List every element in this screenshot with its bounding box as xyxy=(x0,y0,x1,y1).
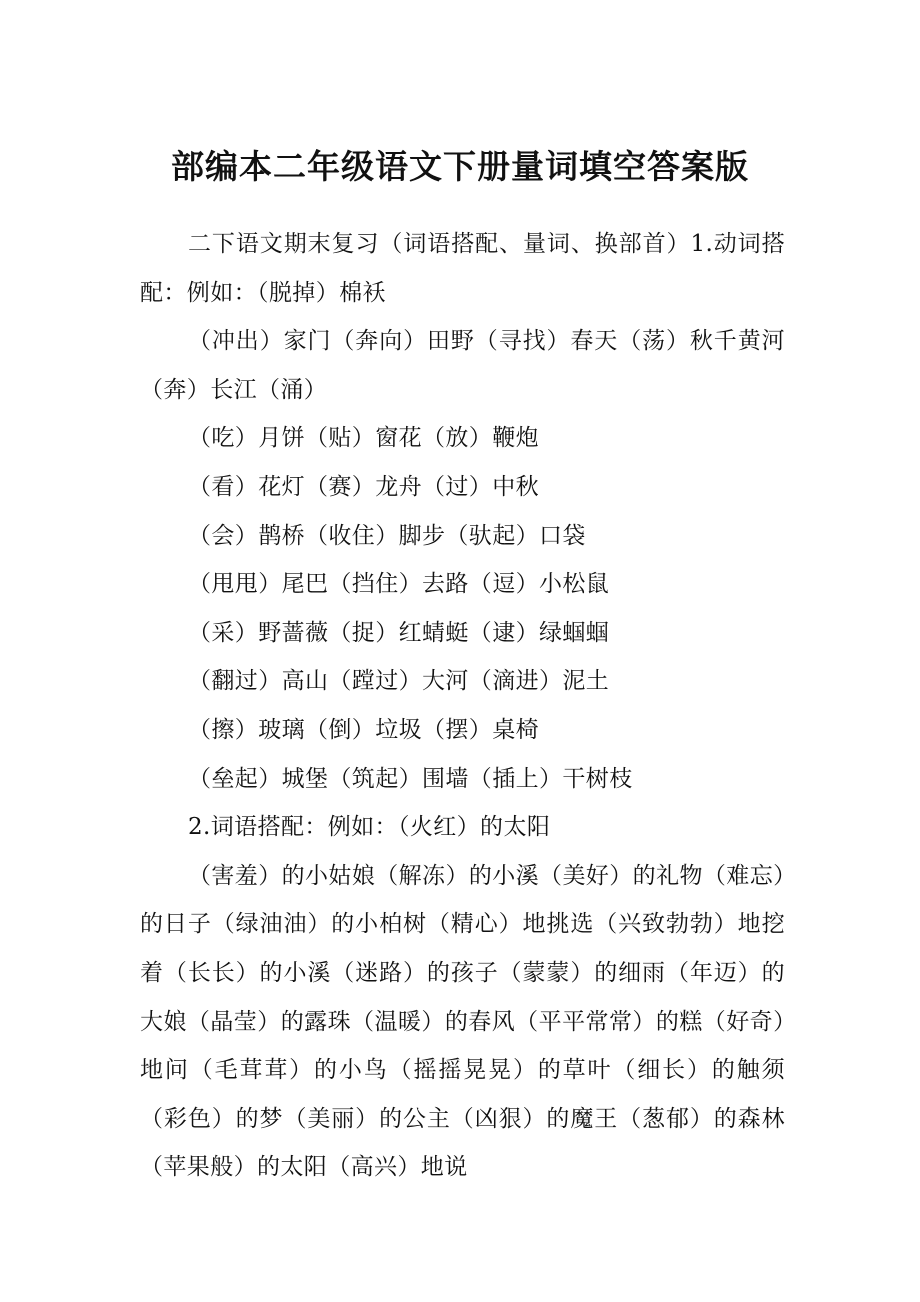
paragraph-verb-pairs-5: （甩甩）尾巴（挡住）去路（逗）小松鼠 xyxy=(188,571,610,598)
paragraph-section-2-heading: 2.词语搭配：例如：（火红）的太阳 xyxy=(188,814,551,841)
paragraph-verb-pairs-9: （垒起）城堡（筑起）围墙（插上）干树枝 xyxy=(188,765,633,792)
paragraph-verb-pairs-7: （翻过）高山（蹚过）大河（滴进）泥土 xyxy=(188,668,610,695)
paragraph-verb-pairs-1: （冲出）家门（奔向）田野（寻找）春天（荡）秋千黄河（奔）长江（涌） xyxy=(140,328,785,403)
paragraph-verb-pairs-3: （看）花灯（赛）龙舟（过）中秋 xyxy=(188,473,539,500)
paragraph-verb-pairs-4: （会）鹊桥（收住）脚步（驮起）口袋 xyxy=(188,522,586,549)
document-body xyxy=(140,220,785,1192)
page-title: 部编本二年级语文下册量词填空答案版 xyxy=(171,147,749,186)
paragraph-word-pairs: （害羞）的小姑娘（解冻）的小溪（美好）的礼物（难忘）的日子（绿油油）的小柏树（精心）地挑选（兴致勃勃）地挖着（长长）的小溪（迷路）的孩子（蒙蒙）的细雨（年迈）的大娘（晶莹）的露珠（温暖）的春风（平平常常）的糕（好奇）地问（毛茸茸）的小鸟（摇摇晃晃）的草叶（细长）的触须（彩色）的梦（美丽）的公主（凶狠）的魔王（葱郁）的森林（苹果般）的太阳（高兴）地说 xyxy=(140,862,785,1181)
paragraph-verb-pairs-2: （吃）月饼（贴）窗花（放）鞭炮 xyxy=(188,425,539,452)
paragraph-intro: 二下语文期末复习（词语搭配、量词、换部首）1.动词搭配：例如：（脱掉）棉袄 xyxy=(140,231,785,306)
paragraph-verb-pairs-8: （擦）玻璃（倒）垃圾（摆）桌椅 xyxy=(188,716,539,743)
paragraph-verb-pairs-6: （采）野蔷薇（捉）红蜻蜓（逮）绿蝈蝈 xyxy=(188,619,610,646)
